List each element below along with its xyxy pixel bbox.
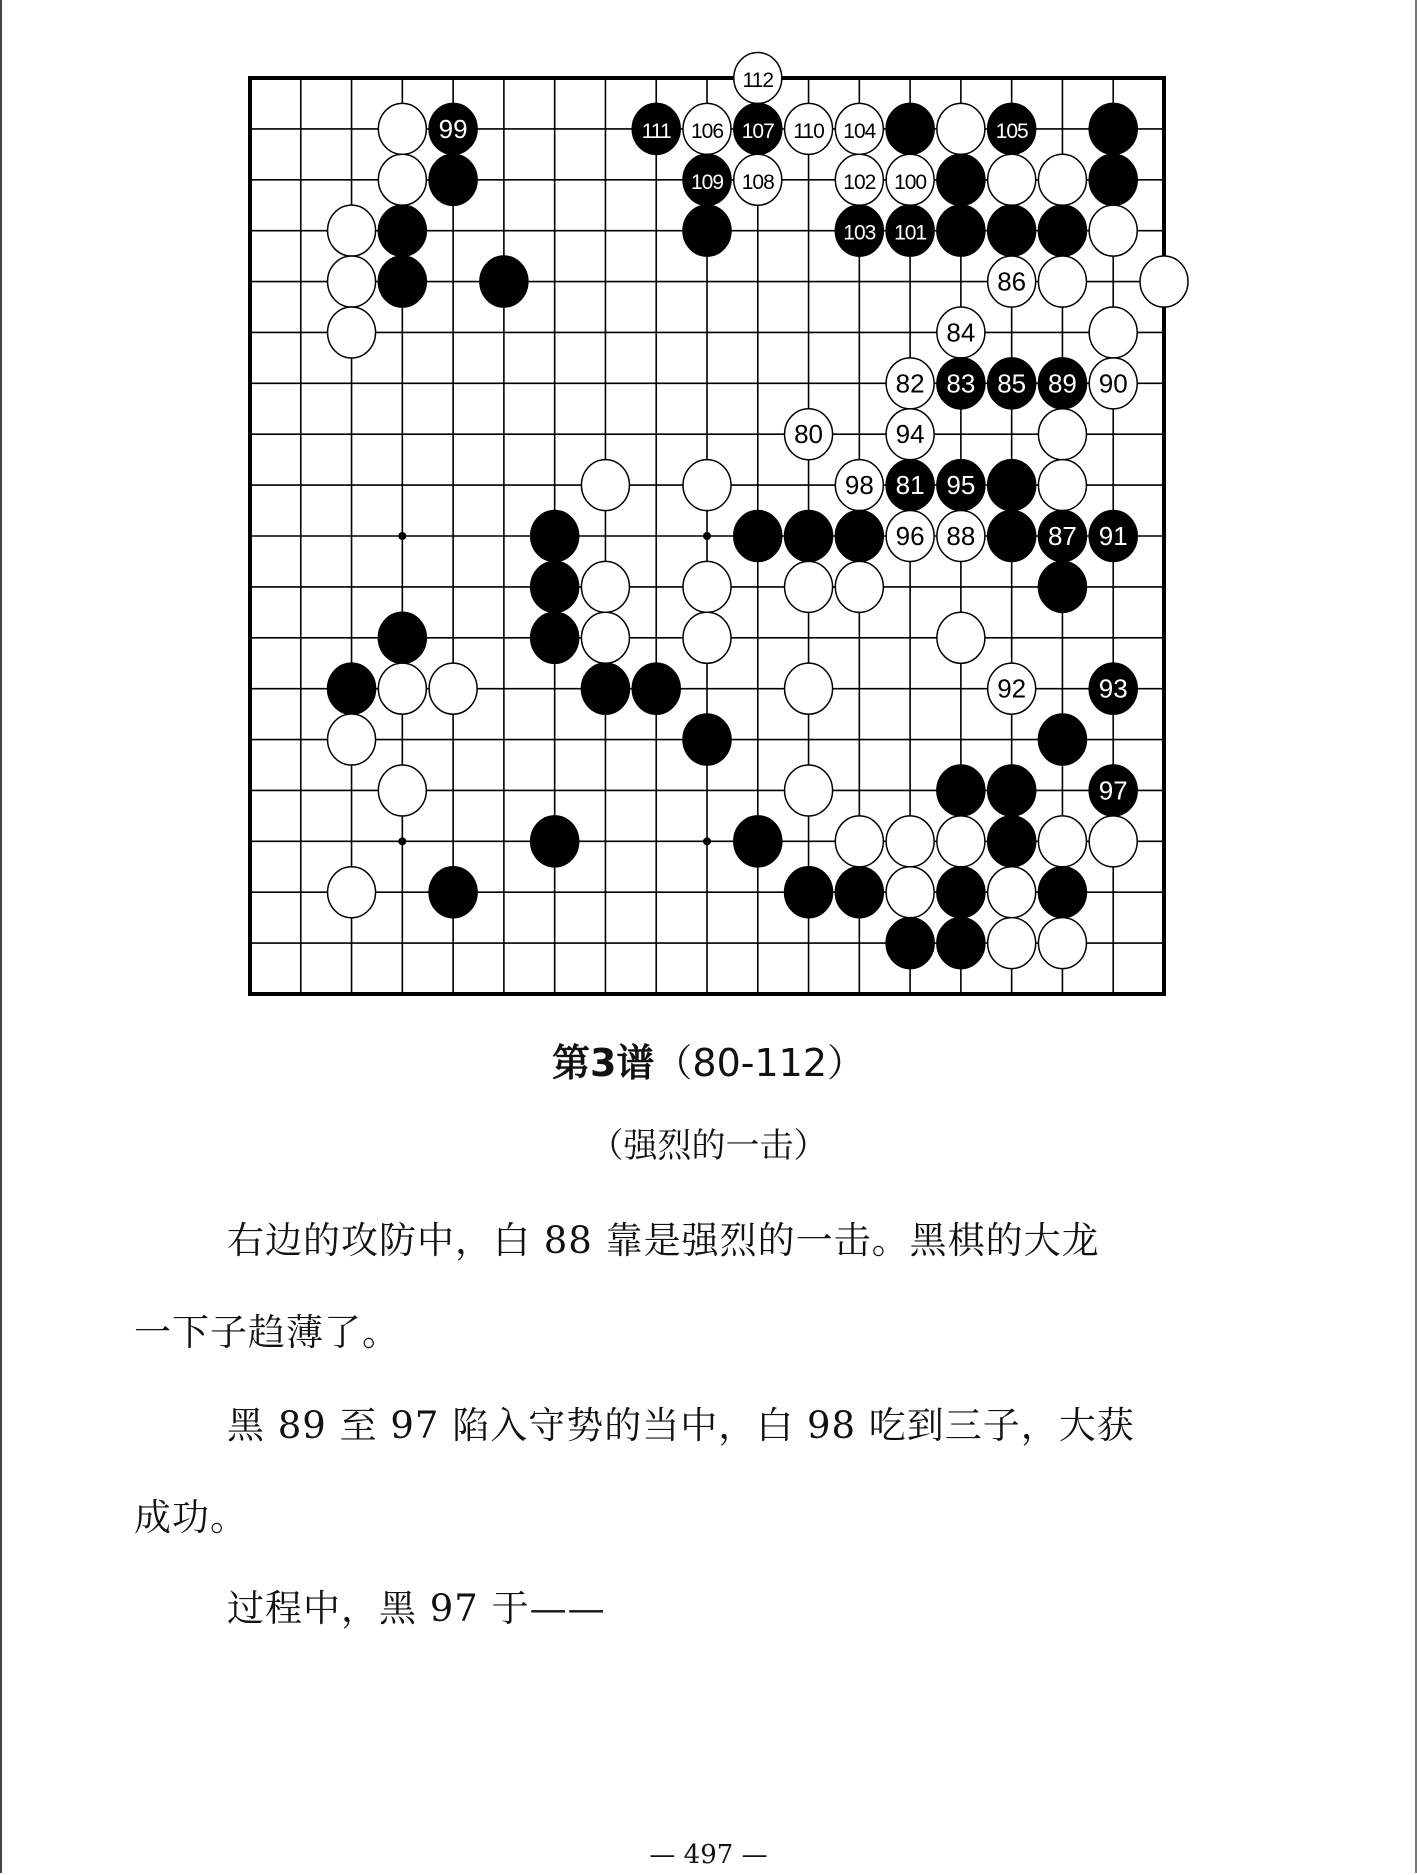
white-stone [1089, 816, 1137, 867]
black-stone [988, 511, 1036, 562]
paragraph-1-line-2: 一下子趋薄了。 [134, 1311, 400, 1354]
black-stone [531, 612, 579, 663]
white-stone [1038, 816, 1086, 867]
move-number: 82 [895, 368, 925, 399]
move-number: 106 [690, 119, 724, 143]
white-stone [1038, 409, 1086, 460]
white-stone [937, 612, 985, 663]
white-stone [1038, 918, 1086, 969]
white-stone [1140, 256, 1188, 307]
paragraph-3-line-1: 过程中，黑 97 于—— [227, 1587, 606, 1630]
black-stone [1038, 714, 1086, 765]
black-stone [429, 867, 477, 918]
black-stone [683, 205, 731, 256]
black-stone [835, 867, 883, 918]
black-stone [1089, 154, 1137, 205]
paragraph-1-line-1: 右边的攻防中，白 88 靠是强烈的一击。黑棋的大龙 [227, 1219, 1100, 1262]
white-stone [835, 561, 883, 612]
white-stone [1089, 307, 1137, 358]
black-stone [1089, 103, 1137, 154]
star-point [398, 837, 406, 845]
black-stone [531, 816, 579, 867]
move-number: 89 [1047, 368, 1077, 399]
black-stone [480, 256, 528, 307]
white-stone [581, 612, 629, 663]
black-stone [988, 816, 1036, 867]
black-stone [531, 511, 579, 562]
move-number: 85 [997, 368, 1027, 399]
move-number: 99 [438, 113, 468, 144]
black-stone [886, 918, 934, 969]
black-stone [632, 663, 680, 714]
white-stone [581, 460, 629, 511]
black-stone [785, 511, 833, 562]
move-number: 80 [794, 419, 824, 450]
paragraph-2-line-1: 黑 89 至 97 陷入守势的当中，白 98 吃到三子，大获 [227, 1404, 1135, 1447]
white-stone [937, 103, 985, 154]
black-stone [937, 765, 985, 816]
white-stone [1038, 154, 1086, 205]
move-number: 84 [946, 317, 976, 348]
move-number: 112 [742, 69, 774, 92]
white-stone [988, 154, 1036, 205]
white-stone [937, 816, 985, 867]
white-stone [328, 307, 376, 358]
black-stone [581, 663, 629, 714]
move-number: 96 [895, 521, 925, 551]
white-stone [785, 663, 833, 714]
white-stone [1038, 256, 1086, 307]
move-number: 81 [895, 470, 925, 501]
move-number: 92 [997, 673, 1027, 704]
black-stone [683, 714, 731, 765]
move-number: 90 [1098, 368, 1128, 399]
white-stone [328, 205, 376, 256]
white-stone [378, 663, 426, 714]
black-stone [785, 867, 833, 918]
star-point [398, 532, 406, 540]
white-stone [683, 561, 731, 612]
diagram-subtitle: （强烈的一击） [589, 1126, 828, 1166]
white-stone [378, 765, 426, 816]
move-number: 101 [894, 221, 927, 245]
white-stone [835, 816, 883, 867]
move-number: 107 [741, 119, 774, 143]
black-stone [378, 256, 426, 307]
diagram-title [0, 1032, 1417, 1087]
white-stone [378, 154, 426, 205]
white-stone [683, 612, 731, 663]
white-stone [1089, 205, 1137, 256]
black-stone [328, 663, 376, 714]
white-stone [683, 460, 731, 511]
move-number: 109 [690, 170, 724, 194]
diagram-title-label: 第3谱 [551, 1041, 655, 1085]
move-number: 88 [946, 521, 976, 551]
white-stone [1038, 460, 1086, 511]
black-stone [734, 511, 782, 562]
black-stone [937, 867, 985, 918]
star-point [703, 532, 711, 540]
black-stone [886, 103, 934, 154]
move-number: 98 [844, 470, 874, 501]
black-stone [1038, 561, 1086, 612]
white-stone [328, 867, 376, 918]
move-number: 94 [895, 419, 925, 450]
black-stone [531, 561, 579, 612]
black-stone [988, 205, 1036, 256]
move-number: 102 [843, 170, 876, 194]
black-stone [937, 205, 985, 256]
move-number: 100 [894, 170, 927, 194]
black-stone [378, 612, 426, 663]
black-stone [835, 511, 883, 562]
white-stone [886, 867, 934, 918]
black-stone [937, 918, 985, 969]
black-stone [429, 154, 477, 205]
white-stone [328, 256, 376, 307]
diagram-move-range: （80-112） [654, 1041, 866, 1085]
white-stone [328, 714, 376, 765]
black-stone [1038, 867, 1086, 918]
white-stone [988, 918, 1036, 969]
black-stone [988, 460, 1036, 511]
white-stone [988, 867, 1036, 918]
white-stone [378, 103, 426, 154]
black-stone [734, 816, 782, 867]
white-stone [785, 765, 833, 816]
move-number: 86 [997, 266, 1027, 297]
move-number: 93 [1098, 673, 1128, 704]
black-stone [1038, 205, 1086, 256]
move-number: 91 [1098, 521, 1128, 551]
move-number: 83 [946, 368, 976, 399]
move-number: 111 [641, 119, 671, 143]
move-number: 87 [1047, 521, 1077, 551]
move-number: 105 [995, 119, 1028, 143]
move-number: 110 [793, 119, 824, 143]
white-stone [581, 561, 629, 612]
move-number: 103 [843, 221, 876, 245]
white-stone [886, 816, 934, 867]
black-stone [988, 765, 1036, 816]
white-stone [429, 663, 477, 714]
move-number: 97 [1098, 775, 1128, 806]
move-number: 95 [946, 470, 976, 501]
star-point [703, 837, 711, 845]
paragraph-2-line-2: 成功。 [134, 1496, 248, 1539]
black-stone [378, 205, 426, 256]
white-stone [785, 561, 833, 612]
move-number: 108 [741, 170, 774, 194]
black-stone [937, 154, 985, 205]
page-number: — 497 — [649, 1840, 768, 1870]
move-number: 104 [843, 119, 876, 143]
